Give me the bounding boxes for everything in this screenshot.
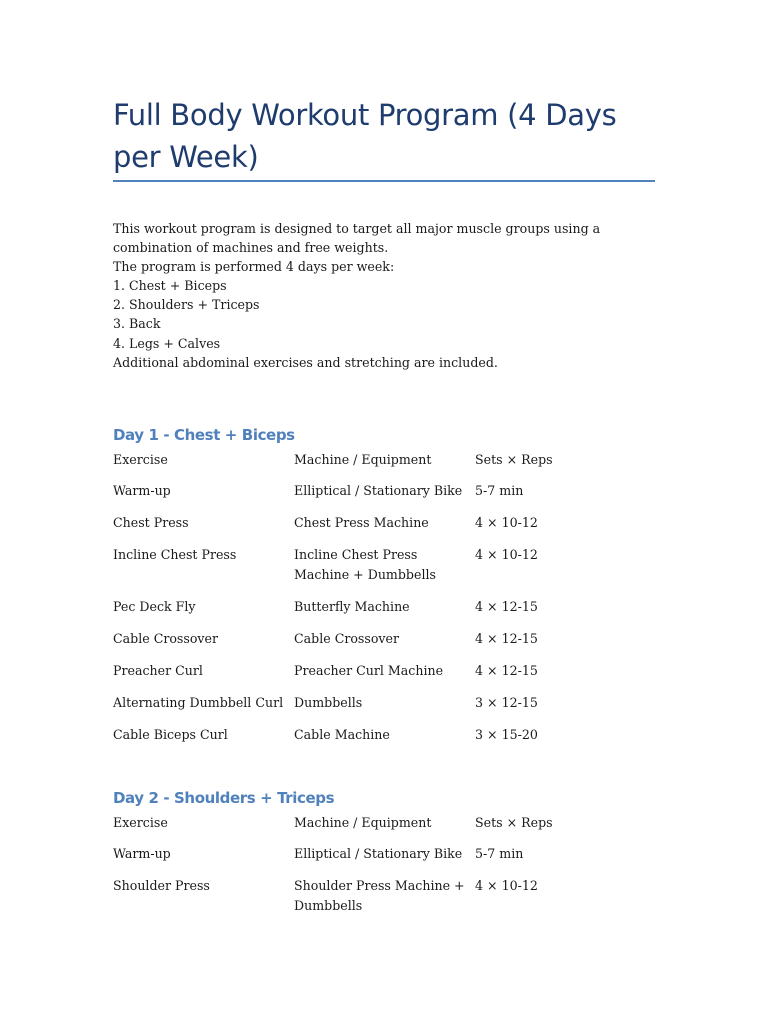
table-row <box>113 844 655 876</box>
exercise-cell: Pec Deck Fly <box>113 598 196 614</box>
sets-reps-cell: 3 × 12-15 <box>475 694 538 710</box>
exercise-cell: Warm-up <box>113 483 171 499</box>
equipment-cell: Butterfly Machine <box>294 598 410 614</box>
day-1-table <box>113 450 655 757</box>
equipment-cell: Shoulder Press Machine + Dumbbells <box>294 878 465 913</box>
intro-line: The program is performed 4 days per week: <box>113 259 395 275</box>
table-row <box>113 876 655 927</box>
exercise-cell: Chest Press <box>113 515 189 531</box>
equipment-cell: Preacher Curl Machine <box>294 662 444 678</box>
equipment-cell: Incline Chest Press Machine + Dumbbells <box>294 547 436 582</box>
title-divider <box>113 180 655 182</box>
intro-list-item: 1. Chest + Biceps <box>113 278 227 294</box>
table-row <box>113 513 655 545</box>
sets-reps-cell: 4 × 12-15 <box>475 630 538 646</box>
exercise-cell: Alternating Dumbbell Curl <box>113 694 284 710</box>
sets-reps-cell: 3 × 15-20 <box>475 726 538 742</box>
table-row <box>113 629 655 661</box>
sets-reps-cell: 4 × 12-15 <box>475 598 538 614</box>
table-header-row <box>113 813 655 844</box>
intro-line: This workout program is designed to target all major muscle groups using a combination of machines and free weights. <box>113 221 601 256</box>
exercise-cell: Warm-up <box>113 846 171 862</box>
equipment-cell: Dumbbells <box>294 694 363 710</box>
table-row <box>113 545 655 596</box>
equipment-cell: Cable Machine <box>294 726 390 742</box>
intro-list-item: 4. Legs + Calves <box>113 335 221 351</box>
intro-paragraph <box>113 219 655 372</box>
sets-reps-cell: 5-7 min <box>475 483 524 499</box>
sets-reps-cell: 4 × 10-12 <box>475 547 538 563</box>
table-row <box>113 481 655 513</box>
equipment-cell: Elliptical / Stationary Bike <box>294 846 463 862</box>
intro-list-item: 2. Shoulders + Triceps <box>113 297 260 313</box>
column-header-equipment: Machine / Equipment <box>294 452 432 467</box>
exercise-cell: Incline Chest Press <box>113 547 237 563</box>
column-header-exercise: Exercise <box>113 452 168 467</box>
equipment-cell: Cable Crossover <box>294 630 400 646</box>
table-row <box>113 725 655 757</box>
exercise-cell: Shoulder Press <box>113 878 210 894</box>
day-1-heading: Day 1 - Chest + Biceps <box>113 426 295 444</box>
sets-reps-cell: 4 × 10-12 <box>475 878 538 894</box>
exercise-cell: Cable Biceps Curl <box>113 726 228 742</box>
table-row <box>113 661 655 693</box>
column-header-exercise: Exercise <box>113 815 168 830</box>
sets-reps-cell: 4 × 12-15 <box>475 662 538 678</box>
day-2-heading: Day 2 - Shoulders + Triceps <box>113 789 335 807</box>
sets-reps-cell: 4 × 10-12 <box>475 515 538 531</box>
column-header-sets-reps: Sets × Reps <box>475 815 553 830</box>
equipment-cell: Elliptical / Stationary Bike <box>294 483 463 499</box>
day-2-table <box>113 813 655 928</box>
document-title: Full Body Workout Program (4 Days per Week) <box>113 98 617 174</box>
column-header-equipment: Machine / Equipment <box>294 815 432 830</box>
intro-line: Additional abdominal exercises and stretching are included. <box>113 354 498 370</box>
exercise-cell: Cable Crossover <box>113 630 219 646</box>
intro-list-item: 3. Back <box>113 316 161 332</box>
table-row <box>113 693 655 725</box>
column-header-sets-reps: Sets × Reps <box>475 452 553 467</box>
sets-reps-cell: 5-7 min <box>475 846 524 862</box>
exercise-cell: Preacher Curl <box>113 662 203 678</box>
table-header-row <box>113 450 655 481</box>
table-row <box>113 597 655 629</box>
equipment-cell: Chest Press Machine <box>294 515 429 531</box>
